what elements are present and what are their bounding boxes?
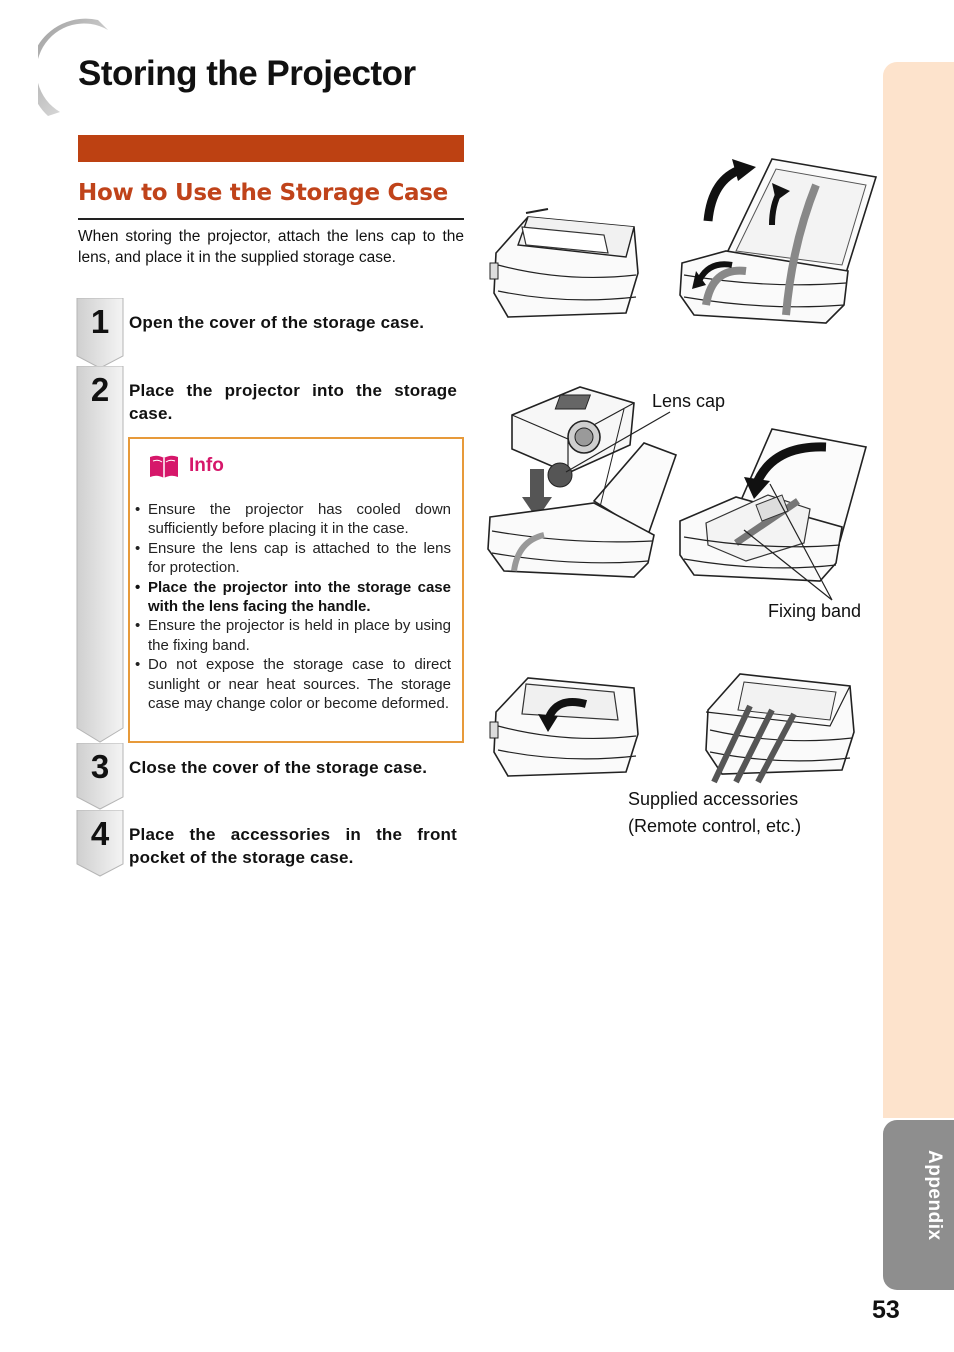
accessories-label-line-1: Supplied accessories <box>628 789 799 809</box>
step-1-text: Open the cover of the storage case. <box>129 313 425 332</box>
fixing-band-leader-line <box>740 480 836 604</box>
info-item: • Ensure the lens cap is attached to the lens for protection. <box>135 539 451 578</box>
close-cover-illustration <box>486 668 646 786</box>
sidebar-strip <box>883 62 954 1118</box>
step-3-number: 3 <box>90 748 110 785</box>
accessories-label-line-2: (Remote control, etc.) <box>628 816 802 836</box>
open-case-illustration <box>676 155 881 325</box>
info-list <box>135 500 451 713</box>
step-1-number: 1 <box>90 303 110 340</box>
lens-cap-leader-line <box>560 408 672 478</box>
accessories-pocket-illustration <box>700 670 860 785</box>
lens-cap-label: Lens cap <box>652 391 726 411</box>
fixing-band-label: Fixing band <box>768 601 862 621</box>
sidebar-tab-label: Appendix <box>924 1150 945 1241</box>
step-4-text: Place the accessories in the front pocket of the storage case. <box>129 825 457 867</box>
info-item-important: • Place the projector into the storage case with the lens facing the handle. <box>135 578 451 617</box>
step-2-text: Place the projector into the storage case. <box>129 381 457 423</box>
section-divider <box>78 218 464 220</box>
info-label: Info <box>189 455 224 476</box>
page-number: 53 <box>872 1296 900 1324</box>
page-title: Storing the Projector <box>78 54 416 93</box>
step-4-number: 4 <box>90 815 110 852</box>
info-item: • Do not expose the storage case to direct sunlight or near heat sources. The storage case may change color or become deformed. <box>135 655 451 713</box>
section-banner <box>78 135 464 162</box>
intro-paragraph: When storing the projector, attach the lens cap to the lens, and place it in the supplied storage case. <box>78 228 464 266</box>
step-2-number: 2 <box>90 371 110 408</box>
section-title: How to Use the Storage Case <box>78 180 448 206</box>
info-item: • Ensure the projector is held in place by using the fixing band. <box>135 616 451 655</box>
closed-case-illustration <box>486 205 646 330</box>
step-2-tab <box>76 366 124 744</box>
step-3-text: Close the cover of the storage case. <box>129 758 428 777</box>
info-item: • Ensure the projector has cooled down sufficiently before placing it in the case. <box>135 500 451 539</box>
book-icon <box>148 453 180 479</box>
